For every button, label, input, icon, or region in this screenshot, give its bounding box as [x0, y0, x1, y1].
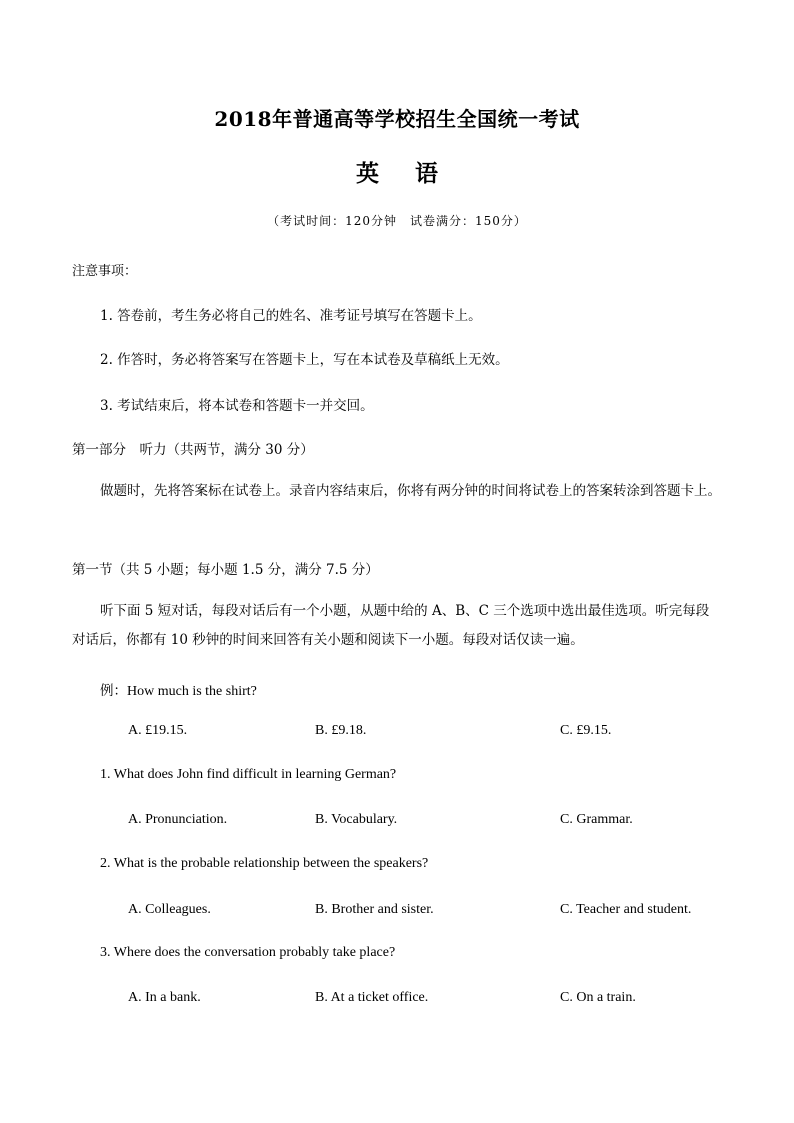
question-2: 2. What is the probable relationship between the speakers?: [100, 856, 429, 871]
q2-option-b: B. Brother and sister.: [315, 902, 434, 917]
example-option-a: A. £19.15.: [128, 723, 188, 738]
q3-option-a: A. In a bank.: [128, 990, 201, 1005]
exam-info: （考试时间：120分钟 试卷满分：150分）: [267, 214, 527, 228]
notes-heading: 注意事项：: [72, 264, 138, 279]
q1-option-a: A. Pronunciation.: [128, 812, 228, 827]
example-option-c: C. £9.15.: [560, 723, 612, 738]
example-question-text: How much is the shirt?: [127, 684, 257, 699]
q1-option-b: B. Vocabulary.: [315, 812, 398, 827]
example-prefix: 例：: [100, 683, 127, 699]
part-one-instruction: 做题时，先将答案标在试卷上。录音内容结束后，你将有两分钟的时间将试卷上的答案转涂到答题卡上。: [100, 483, 721, 499]
note-item-2: 2. 作答时，务必将答案写在答题卡上，写在本试卷及草稿纸上无效。: [100, 352, 509, 368]
exam-title: 2018年普通高等学校招生全国统一考试: [214, 107, 580, 131]
section-one-heading: 第一节（共 5 小题；每小题 1.5 分，满分 7.5 分）: [72, 562, 379, 578]
note-item-3: 3. 考试结束后，将本试卷和答题卡一并交回。: [100, 398, 374, 414]
note-item-1: 1. 答卷前，考生务必将自己的姓名、准考证号填写在答题卡上。: [100, 308, 482, 324]
example-option-b: B. £9.18.: [315, 723, 367, 738]
q2-option-a: A. Colleagues.: [128, 902, 211, 917]
q3-option-b: B. At a ticket office.: [315, 990, 429, 1005]
q2-option-c: C. Teacher and student.: [560, 902, 692, 917]
q1-option-c: C. Grammar.: [560, 812, 633, 827]
q3-option-c: C. On a train.: [560, 990, 636, 1005]
question-1: 1. What does John find difficult in learning German?: [100, 767, 397, 782]
section-one-instruction: 听下面 5 短对话，每段对话后有一个小题，从题中给的 A、B、C 三个选项中选出最佳选项。听完每段对话后，你都有 10 秒钟的时间来回答有关小题和阅读下一小题。每段对话仅读一遍。: [72, 603, 710, 648]
subject-title: 英 语: [355, 160, 452, 187]
part-one-heading: 第一部分 听力（共两节，满分 30 分）: [72, 442, 314, 458]
question-3: 3. Where does the conversation probably take place?: [100, 945, 396, 960]
example-question: [100, 679, 257, 700]
